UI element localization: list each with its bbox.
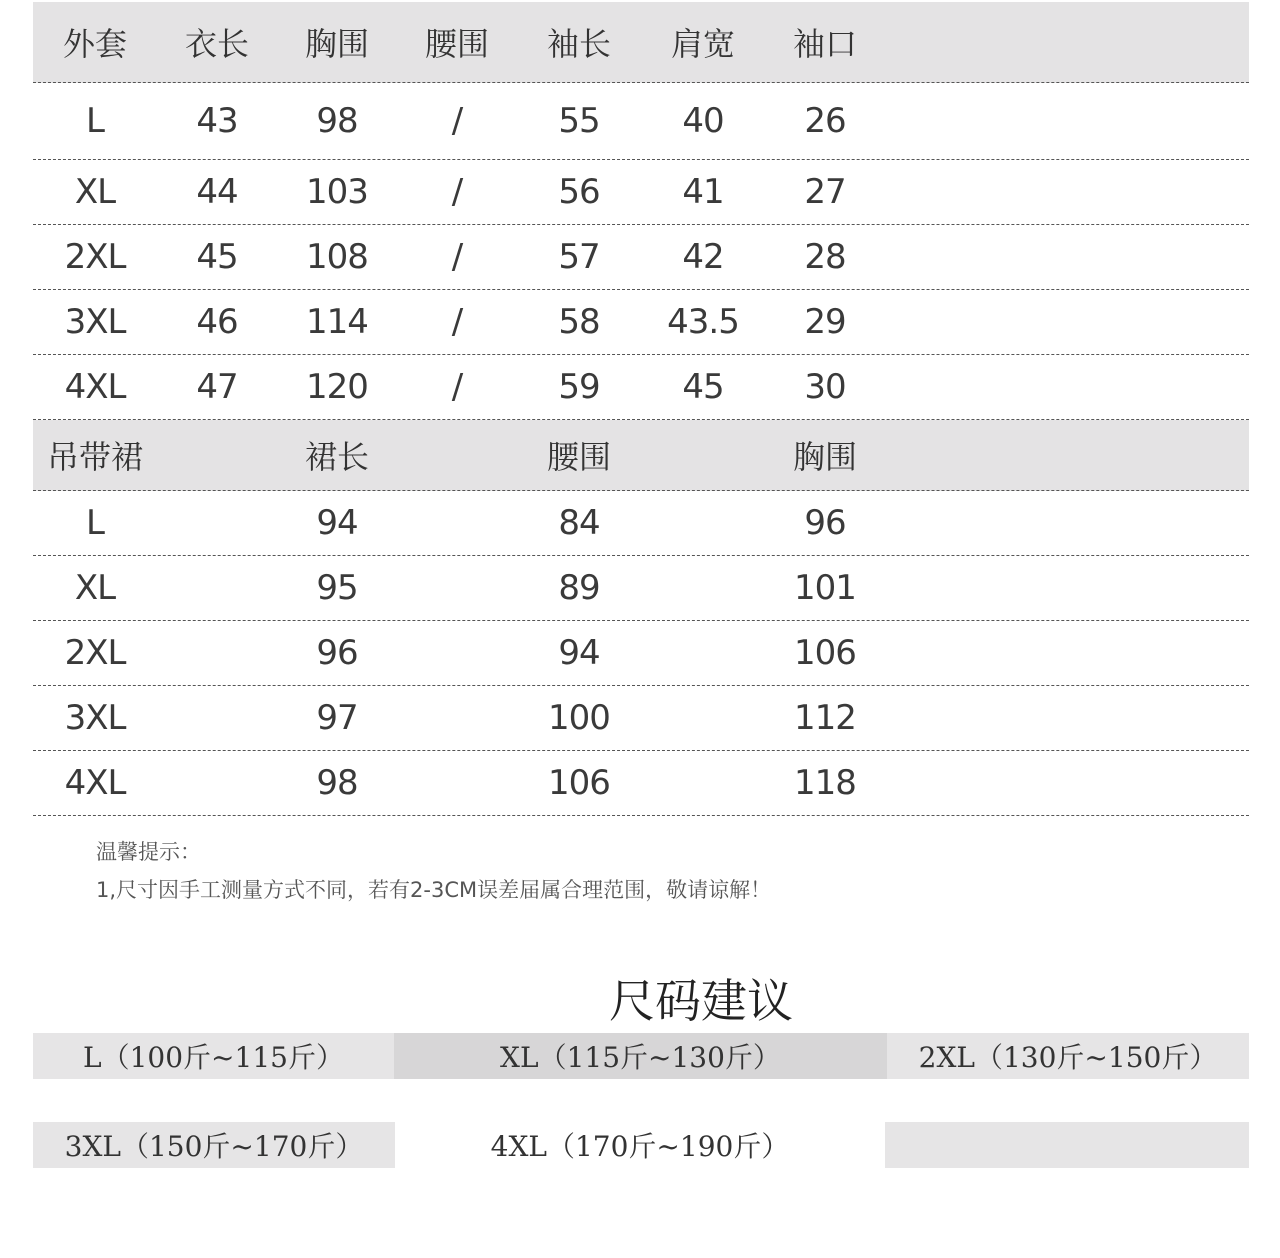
jacket-cell: XL bbox=[74, 172, 116, 212]
dress-cell: 118 bbox=[794, 763, 856, 803]
dress-cell: 98 bbox=[316, 763, 358, 803]
dress-cell: 94 bbox=[558, 633, 600, 673]
jacket-cell: 40 bbox=[682, 101, 724, 141]
dress-cell: 84 bbox=[558, 503, 600, 543]
dress-row bbox=[33, 751, 1249, 816]
size-suggestion-cell: 4XL（170斤~190斤） bbox=[395, 1122, 885, 1168]
dress-row bbox=[33, 686, 1249, 751]
jacket-row bbox=[33, 83, 1249, 160]
jacket-cell: 43.5 bbox=[667, 302, 739, 342]
jacket-header-cell: 袖长 bbox=[546, 25, 611, 63]
jacket-cell: 2XL bbox=[64, 237, 126, 277]
dress-cell: 97 bbox=[316, 698, 358, 738]
jacket-cell: / bbox=[451, 172, 463, 212]
jacket-cell: 47 bbox=[196, 367, 238, 407]
jacket-cell: 55 bbox=[558, 101, 600, 141]
jacket-cell: / bbox=[451, 302, 463, 342]
dress-cell: 2XL bbox=[64, 633, 126, 673]
dress-cell: 96 bbox=[316, 633, 358, 673]
dress-cell: 112 bbox=[794, 698, 856, 738]
dress-header-cell: 腰围 bbox=[546, 438, 611, 476]
jacket-header-cell: 袖口 bbox=[792, 25, 857, 63]
dress-cell: 106 bbox=[794, 633, 856, 673]
jacket-header-cell: 腰围 bbox=[424, 25, 489, 63]
jacket-row bbox=[33, 160, 1249, 225]
warm-tips-line: 1,尺寸因手工测量方式不同，若有2-3CM误差届属合理范围，敬请谅解！ bbox=[96, 878, 772, 902]
dress-cell: 106 bbox=[548, 763, 610, 803]
jacket-cell: / bbox=[451, 367, 463, 407]
jacket-cell: 45 bbox=[682, 367, 724, 407]
jacket-header-cell: 衣长 bbox=[184, 25, 249, 63]
jacket-cell: 120 bbox=[306, 367, 368, 407]
dress-row bbox=[33, 556, 1249, 621]
jacket-row bbox=[33, 225, 1249, 290]
dress-cell: XL bbox=[74, 568, 116, 608]
jacket-cell: 27 bbox=[804, 172, 846, 212]
jacket-header-cell: 胸围 bbox=[304, 25, 369, 63]
jacket-cell: 114 bbox=[306, 302, 368, 342]
warm-tips bbox=[96, 833, 771, 909]
jacket-header-row bbox=[33, 2, 1249, 83]
jacket-cell: / bbox=[451, 101, 463, 141]
jacket-cell: 28 bbox=[804, 237, 846, 277]
jacket-cell: 26 bbox=[804, 101, 846, 141]
size-suggestion-row bbox=[33, 1033, 1249, 1079]
dress-row bbox=[33, 621, 1249, 686]
jacket-cell: 108 bbox=[306, 237, 368, 277]
size-chart bbox=[33, 2, 1249, 816]
size-suggestion-cell: 3XL（150斤~170斤） bbox=[33, 1122, 395, 1168]
dress-row bbox=[33, 491, 1249, 556]
dress-cell: 95 bbox=[316, 568, 358, 608]
size-suggestion-cell: 2XL（130斤~150斤） bbox=[887, 1033, 1249, 1079]
dress-cell: 94 bbox=[316, 503, 358, 543]
jacket-cell: 58 bbox=[558, 302, 600, 342]
jacket-header-cell: 肩宽 bbox=[670, 25, 735, 63]
jacket-cell: 59 bbox=[558, 367, 600, 407]
size-suggestion-cell: L（100斤~115斤） bbox=[33, 1033, 394, 1079]
jacket-cell: 29 bbox=[804, 302, 846, 342]
jacket-cell: 4XL bbox=[64, 367, 126, 407]
jacket-cell: 46 bbox=[196, 302, 238, 342]
jacket-cell: 57 bbox=[558, 237, 600, 277]
jacket-cell: 41 bbox=[682, 172, 724, 212]
dress-cell: 4XL bbox=[64, 763, 126, 803]
dress-header-cell: 胸围 bbox=[792, 438, 857, 476]
dress-cell: 101 bbox=[794, 568, 856, 608]
jacket-header-cell: 外套 bbox=[62, 25, 127, 63]
dress-header-cell: 裙长 bbox=[304, 438, 369, 476]
size-suggestion-cell: XL（115斤~130斤） bbox=[394, 1033, 887, 1079]
jacket-cell: / bbox=[451, 237, 463, 277]
jacket-cell: 43 bbox=[196, 101, 238, 141]
dress-cell: 96 bbox=[804, 503, 846, 543]
jacket-row bbox=[33, 355, 1249, 420]
jacket-cell: 42 bbox=[682, 237, 724, 277]
warm-tips-title: 温馨提示： bbox=[96, 840, 201, 864]
jacket-cell: 103 bbox=[306, 172, 368, 212]
jacket-cell: 45 bbox=[196, 237, 238, 277]
dress-cell: L bbox=[86, 503, 104, 543]
jacket-row bbox=[33, 290, 1249, 355]
dress-cell: 3XL bbox=[64, 698, 126, 738]
dress-cell: 100 bbox=[548, 698, 610, 738]
jacket-cell: 56 bbox=[558, 172, 600, 212]
dress-header-cell: 吊带裙 bbox=[46, 438, 143, 476]
jacket-cell: 3XL bbox=[64, 302, 126, 342]
jacket-cell: L bbox=[86, 101, 104, 141]
jacket-cell: 44 bbox=[196, 172, 238, 212]
jacket-cell: 98 bbox=[316, 101, 358, 141]
dress-header-row bbox=[33, 420, 1249, 491]
size-suggestion-row bbox=[33, 1122, 1249, 1168]
size-suggestion-cell bbox=[885, 1122, 1249, 1168]
dress-cell: 89 bbox=[558, 568, 600, 608]
size-suggestion-title: 尺码建议 bbox=[609, 974, 793, 1028]
jacket-cell: 30 bbox=[804, 367, 846, 407]
